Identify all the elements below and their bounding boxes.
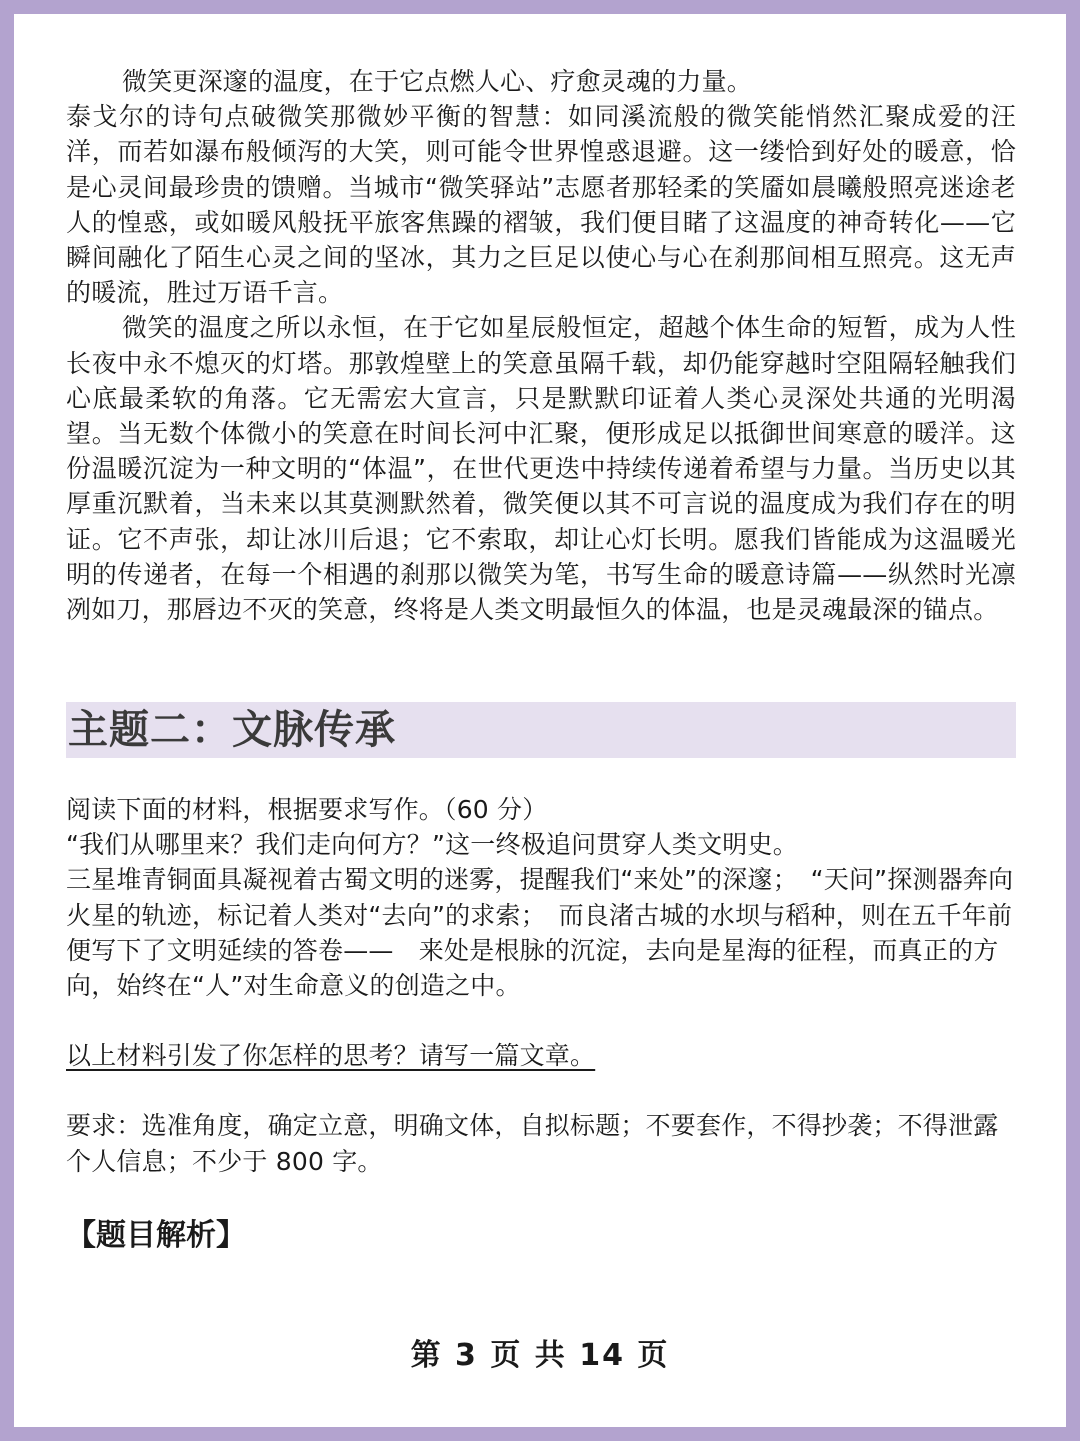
section-heading: 主题二：文脉传承 [68, 707, 396, 753]
page-number: 第 3 页 共 14 页 [410, 1338, 670, 1373]
task-material-line: “我们从哪里来？我们走向何方？”这一终极追问贯穿人类文明史。 [66, 830, 798, 860]
task-requirements: 要求：选准角度，确定立意，明确文体，自拟标题；不要套作，不得抄袭；不得泄露个人信息；不少于 800 字。 [66, 1111, 999, 1176]
page-sheet [14, 14, 1066, 1427]
essay-body [66, 64, 1016, 627]
section-heading-bar [66, 702, 1016, 758]
essay-paragraph: 微笑的温度之所以永恒，在于它如星辰般恒定，超越个体生命的短暂，成为人性长夜中永不熄灭的灯塔。那敦煌壁上的笑意虽隔千载，却仍能穿越时空阻隔轻触我们心底最柔软的角落。它无需宏大宣言，只是默默印证着人类心灵深处共通的光明渴望。当无数个体微小的笑意在时间长河中汇聚，便形成足以抵御世间寒意的暖洋。这份温暖沉淀为一种文明的“体温”，在世代更迭中持续传递着希望与力量。当历史以其厚重沉默着，当未来以其莫测默然着，微笑便以其不可言说的温度成为我们存在的明证。它不声张，却让冰川后退；它不索取，却让心灯长明。愿我们皆能成为这温暖光明的传递者，在每一个相遇的刹那以微笑为笔，书写生命的暖意诗篇——纵然时光凛冽如刀，那唇边不灭的笑意，终将是人类文明最恒久的体温，也是灵魂最深的锚点。 [66, 313, 1016, 625]
task-material-line: 三星堆青铜面具凝视着古蜀文明的迷雾，提醒我们“来处”的深邃； “天问”探测器奔向火星的轨迹，标记着人类对“去向”的求索； 而良渚古城的水坝与稻种，则在五千年前便写下了文明延续的答卷—— 来处是根脉的沉淀，去向是星海的征程，而真正的方向，始终在“人”对生命意义的创造之中。 [66, 865, 1014, 1001]
task-prompt: 以上材料引发了你怎样的思考？请写一篇文章。 [66, 1041, 596, 1071]
task-instruction: 阅读下面的材料，根据要求写作。（60 分） [66, 795, 548, 824]
writing-task [66, 792, 1016, 1179]
analysis-label: 【题目解析】 [66, 1218, 246, 1253]
essay-paragraph: 微笑更深邃的温度，在于它点燃人心、疗愈灵魂的力量。 [122, 67, 753, 96]
essay-paragraph: 泰戈尔的诗句点破微笑那微妙平衡的智慧：如同溪流般的微笑能悄然汇聚成爱的汪洋，而若如瀑布般倾泻的大笑，则可能令世界惶惑退避。这一缕恰到好处的暖意，恰是心灵间最珍贵的馈赠。当城市“微笑驿站”志愿者那轻柔的笑靥如晨曦般照亮迷途老人的惶惑，或如暖风般抚平旅客焦躁的褶皱，我们便目睹了这温度的神奇转化——它瞬间融化了陌生心灵之间的坚冰，其力之巨足以使心与心在刹那间相互照亮。这无声的暖流，胜过万语千言。 [66, 102, 1016, 308]
